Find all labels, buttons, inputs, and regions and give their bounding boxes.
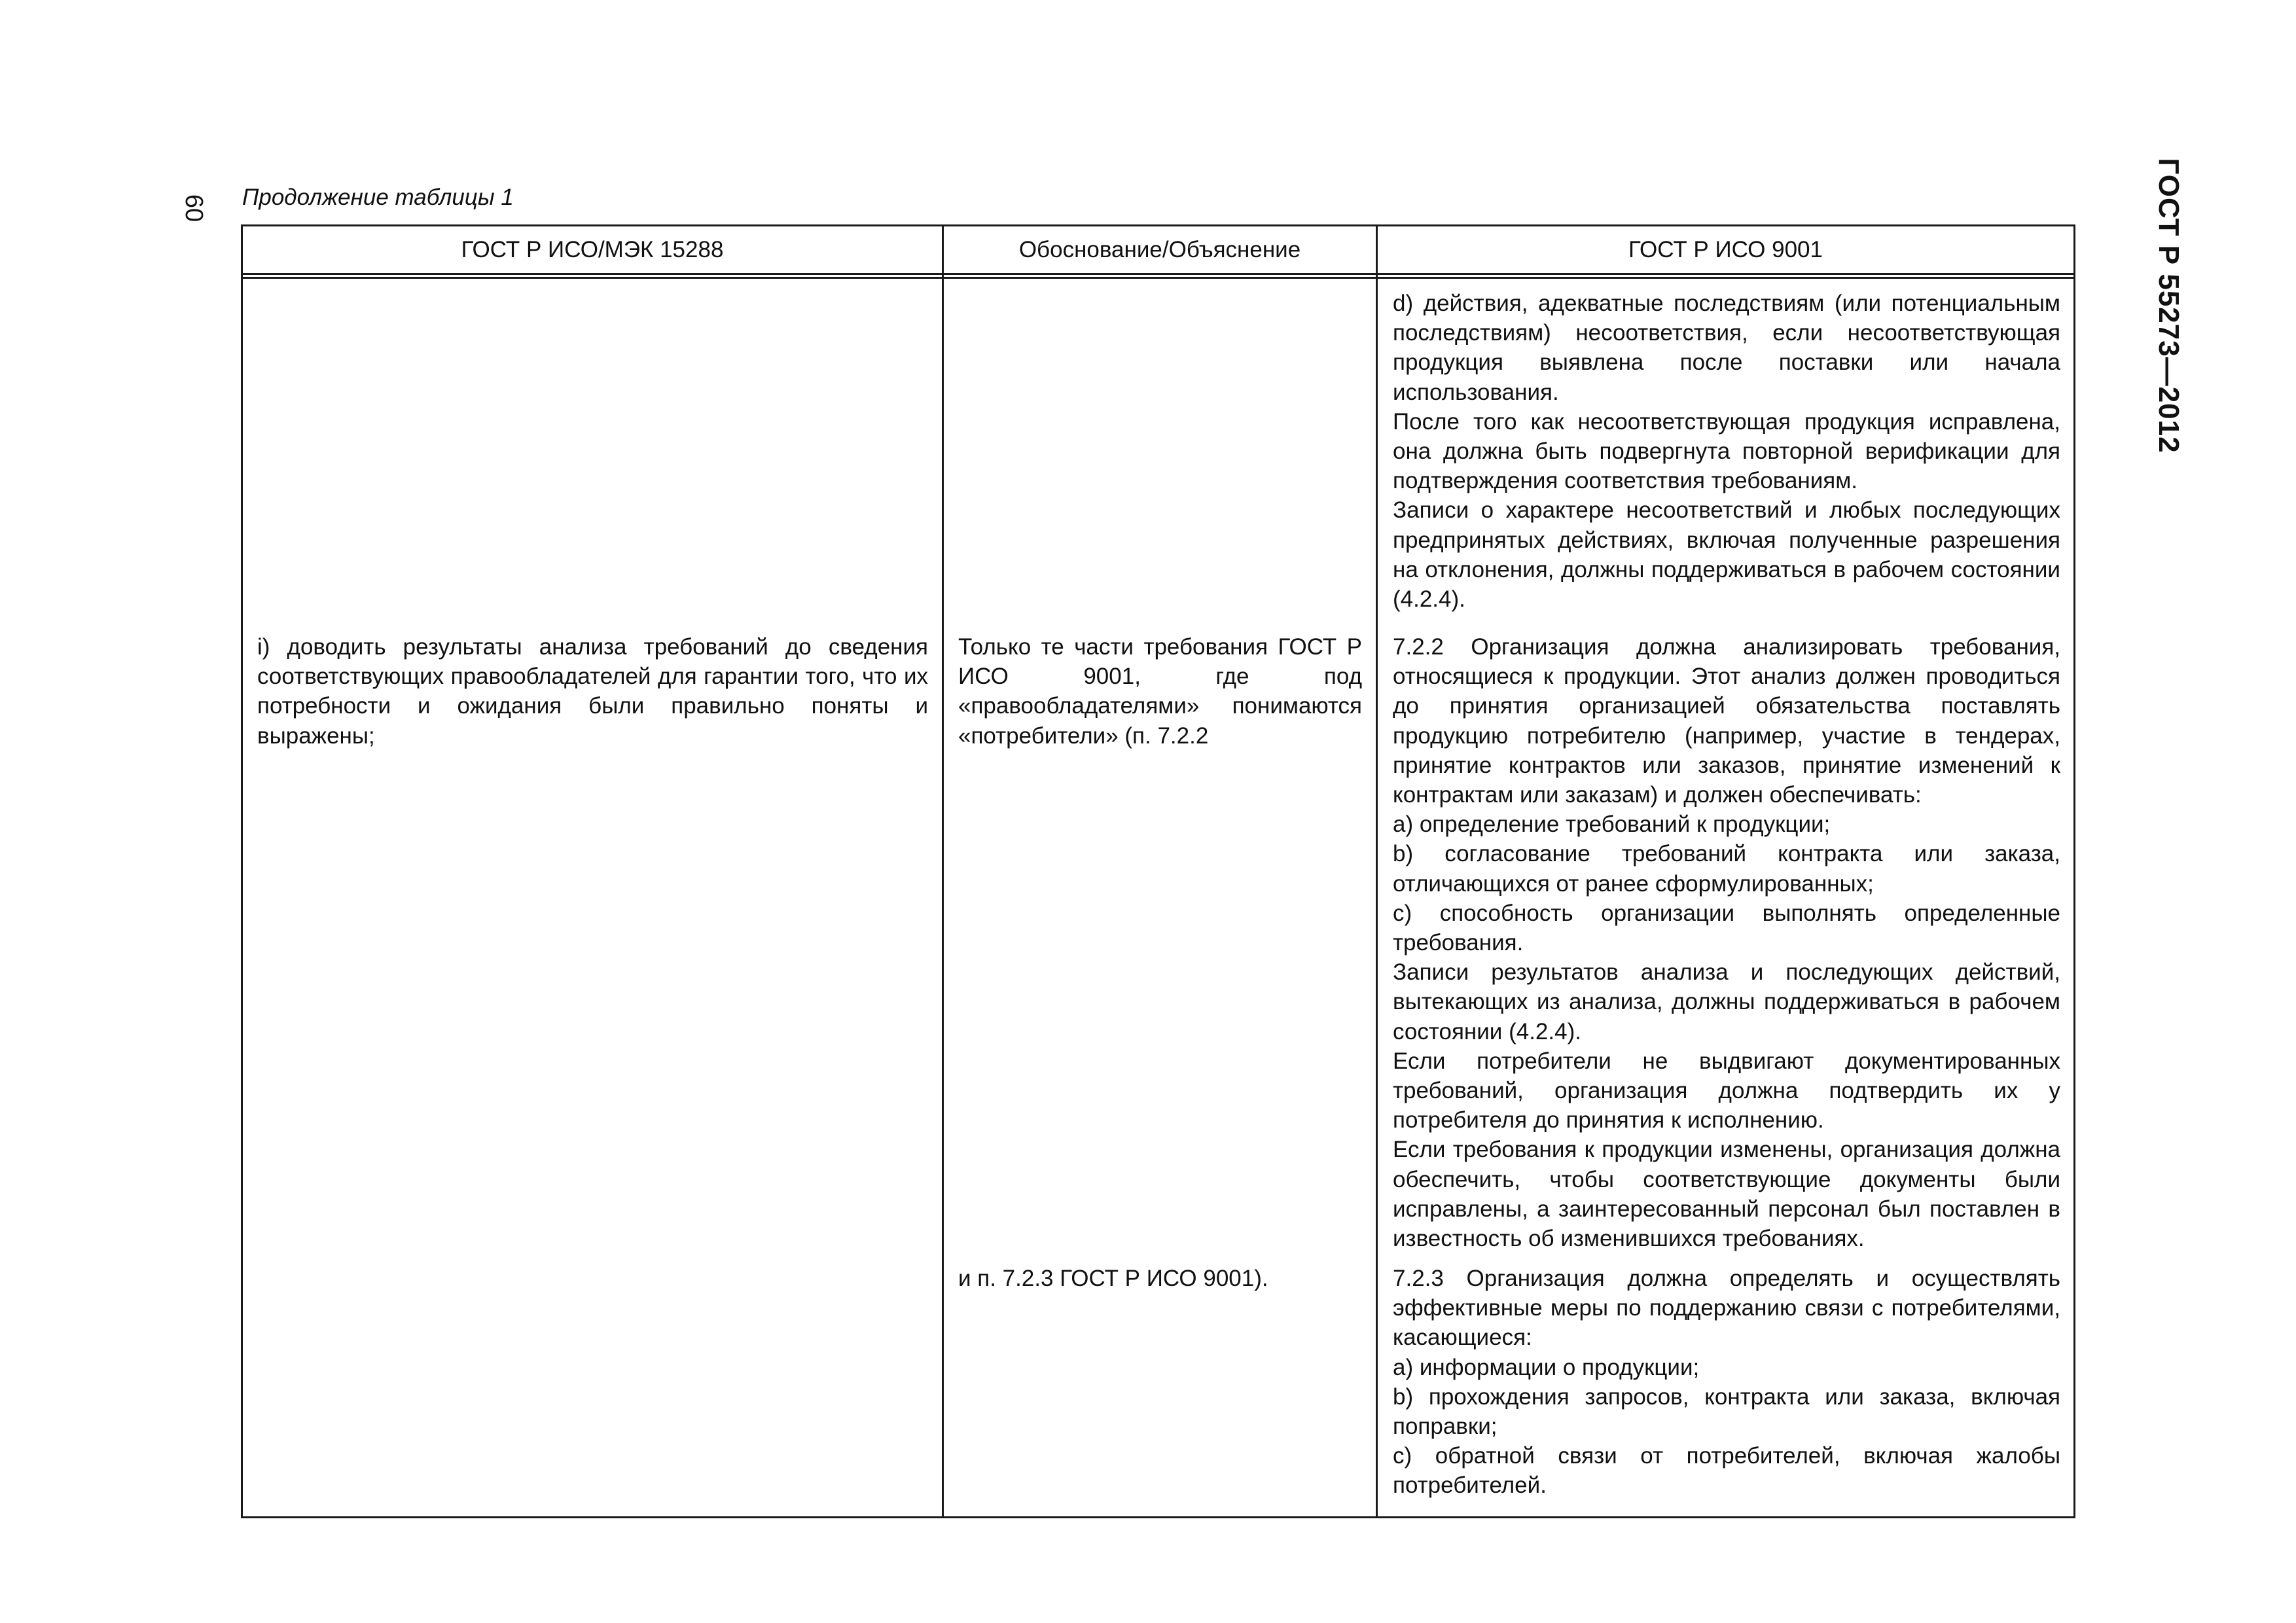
paragraph: 7.2.2 Организация должна анализировать требования, относящиеся к продукции. Этот анализ должен проводиться до принятия организацией обязательства поставлять продукцию потребителю (например, участие в тендерах, принятие контрактов или заказов, принятие изменений к контрактам или заказам) и должен обеспечивать: bbox=[1393, 634, 2060, 808]
paragraph: Если потребители не выдвигают документированных требований, организация должна подтвердить их у потребителя до принятия к исполнению. bbox=[1393, 1048, 2060, 1133]
iso9001-clause-7-2-3 bbox=[1393, 1264, 2060, 1501]
column-divider bbox=[942, 226, 944, 1516]
justification-7-2-2: Только те части требования ГОСТ Р ИСО 9001, где под «правообладателями» понимаются «потребители» (п. 7.2.2 bbox=[958, 634, 1362, 749]
table-caption: Продолжение таблицы 1 bbox=[242, 185, 514, 210]
column-divider bbox=[1376, 226, 1378, 1516]
paragraph: Записи результатов анализа и последующих действий, вытекающих из анализа, должны поддерживаться в рабочем состоянии (4.2.4). bbox=[1393, 959, 2060, 1044]
iso9001-clause-7-2-2 bbox=[1393, 632, 2060, 1253]
header-iso-9001: ГОСТ Р ИСО 9001 bbox=[1628, 236, 1823, 262]
paragraph: Записи о характере несоответствий и любых последующих предпринятых действиях, включая полученные разрешения на отклонения, должны поддерживаться в рабочем состоянии (4.2.4). bbox=[1393, 497, 2060, 613]
paragraph: d) действия, адекватные последствиям (или потенциальным последствиям) несоответствия, если несоответствующая продукция выявлена после поставки или начала использования. bbox=[1393, 291, 2060, 405]
paragraph: После того как несоответствующая продукция исправлена, она должна быть подвергнута повторной верификации для подтверждения соответствия требованиям. bbox=[1393, 408, 2060, 494]
document-title: ГОСТ Р 55273—2012 bbox=[2153, 158, 2185, 454]
comparison-table bbox=[241, 224, 2075, 1518]
iso15288-item-i: i) доводить результаты анализа требований до сведения соответствующих правообладателей для гарантии того, что их потребности и ожидания были правильно поняты и выражены; bbox=[257, 634, 928, 749]
paragraph: Если требования к продукции изменены, организация должна обеспечить, чтобы соответствующие документы были исправлены, а заинтересованный персонал был поставлен в известность об изменившихся требованиях. bbox=[1393, 1137, 2060, 1252]
paragraph: 7.2.3 Организация должна определять и осуществлять эффективные меры по поддержанию связи с потребителями, касающиеся: bbox=[1393, 1266, 2060, 1351]
paragraph: b) прохождения запросов, контракта или заказа, включая поправки; bbox=[1393, 1383, 2060, 1440]
paragraph: a) информации о продукции; bbox=[1393, 1354, 1700, 1380]
paragraph: b) согласование требований контракта или заказа, отличающихся от ранее сформулированных; bbox=[1393, 841, 2060, 897]
paragraph: c) обратной связи от потребителей, включая жалобы потребителей. bbox=[1393, 1443, 2060, 1499]
justification-7-2-3: и п. 7.2.3 ГОСТ Р ИСО 9001). bbox=[958, 1266, 1268, 1291]
page-number: 60 bbox=[180, 194, 207, 223]
iso9001-nonconformity-text bbox=[1393, 289, 2060, 614]
paragraph: c) способность организации выполнять определенные требования. bbox=[1393, 900, 2060, 956]
header-justification: Обоснование/Объяснение bbox=[1018, 236, 1301, 262]
table-header bbox=[243, 226, 2073, 279]
paragraph: a) определение требований к продукции; bbox=[1393, 812, 1831, 838]
header-iso-15288: ГОСТ Р ИСО/МЭК 15288 bbox=[461, 236, 724, 262]
